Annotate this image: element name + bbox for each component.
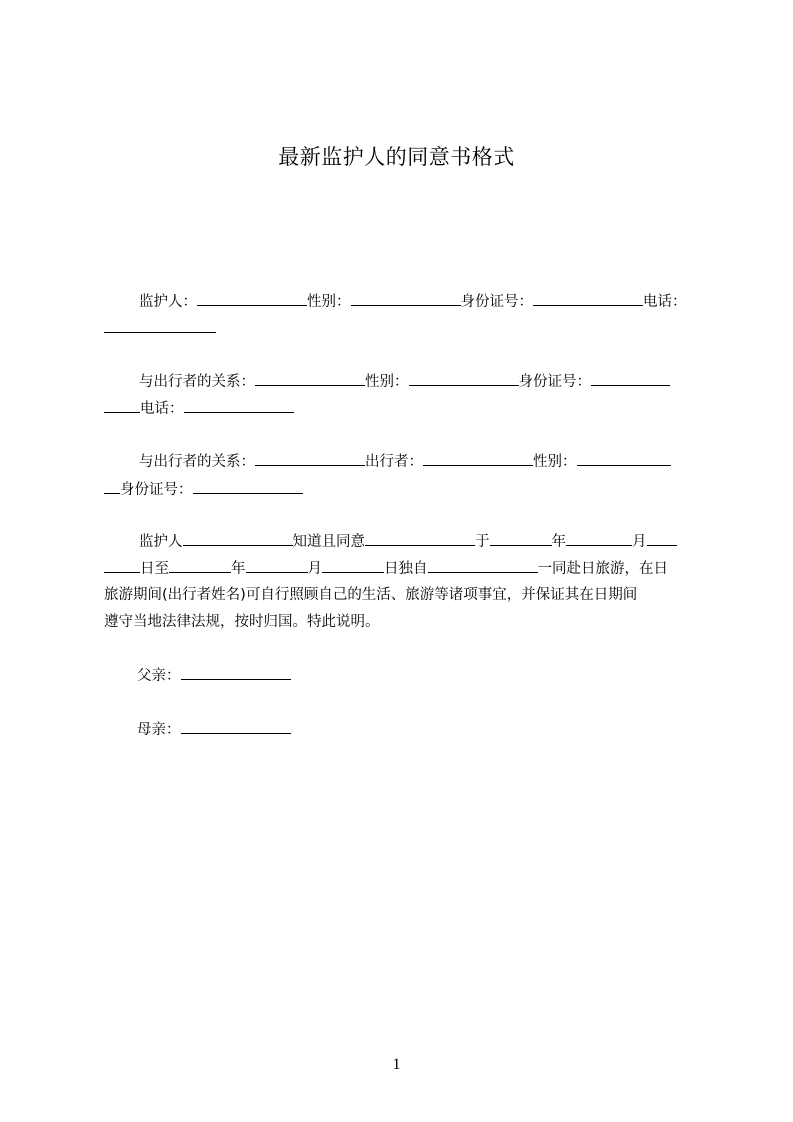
together-text: 一同赴日旅游，在日 [537, 561, 668, 577]
traveler-name-blank [365, 532, 475, 546]
companion-blank [428, 559, 538, 573]
father-signature-line [137, 666, 291, 685]
consent-line-1 [139, 532, 677, 551]
start-year-blank [490, 532, 552, 546]
end-year-blank [169, 559, 231, 573]
gender-label: 性别： [533, 454, 577, 470]
consent-agree-text: 知道且同意 [292, 534, 365, 550]
end-day-blank [322, 559, 384, 573]
traveler-label: 出行者： [365, 454, 423, 470]
relation-info-line-1-cont [104, 399, 294, 418]
relation-info-line-2 [139, 452, 671, 471]
id-number-blank [193, 480, 303, 494]
traveler-blank [423, 452, 533, 466]
relation-info-line-1 [139, 372, 670, 391]
start-day-blank-cont [104, 559, 140, 573]
phone-blank [104, 319, 216, 333]
mother-label: 母亲： [137, 722, 181, 738]
phone-blank [184, 399, 294, 413]
relation-blank [255, 372, 365, 386]
guardian-label: 监护人： [139, 294, 197, 310]
id-number-blank [591, 372, 670, 386]
father-label: 父亲： [137, 668, 181, 684]
gender-label: 性别： [365, 374, 409, 390]
id-number-blank-cont [104, 399, 140, 413]
alone-from-text: 日独自 [384, 561, 428, 577]
phone-label: 电话： [643, 294, 687, 310]
guardian-name-blank [197, 292, 307, 306]
id-number-label: 身份证号： [460, 294, 533, 310]
mother-signature-line [137, 720, 291, 739]
relation-label: 与出行者的关系： [139, 374, 255, 390]
year-text: 年 [551, 534, 566, 550]
id-number-label: 身份证号： [120, 482, 193, 498]
mother-signature-blank [181, 720, 291, 734]
guardian-info-line [139, 292, 687, 311]
consent-guardian-text: 监护人 [139, 534, 183, 550]
month-text: 月 [307, 561, 322, 577]
consent-line-2 [104, 559, 668, 578]
phone-label: 电话： [140, 401, 184, 417]
guardian-name-blank [183, 532, 293, 546]
page-number: 1 [392, 1056, 401, 1073]
start-month-blank [566, 532, 632, 546]
father-signature-blank [181, 666, 291, 680]
document-title: 最新监护人的同意书格式 [278, 145, 515, 169]
id-number-blank [533, 292, 643, 306]
gender-blank [351, 292, 461, 306]
gender-blank-cont [104, 480, 120, 494]
month-text: 月 [632, 534, 647, 550]
consent-line-4: 遵守当地法律法规，按时归国。特此说明。 [104, 614, 380, 630]
gender-blank [409, 372, 519, 386]
id-number-label: 身份证号： [518, 374, 591, 390]
start-day-blank [647, 532, 677, 546]
year-text: 年 [231, 561, 246, 577]
relation-blank [255, 452, 365, 466]
day-to-text: 日至 [140, 561, 169, 577]
guardian-phone-line [104, 319, 216, 338]
relation-label: 与出行者的关系： [139, 454, 255, 470]
consent-line-3: 旅游期间(出行者姓名)可自行照顾自己的生活、旅游等诸项事宜，并保证其在日期间 [104, 587, 638, 603]
gender-blank [577, 452, 671, 466]
gender-label: 性别： [307, 294, 351, 310]
consent-on-text: 于 [475, 534, 490, 550]
end-month-blank [246, 559, 308, 573]
relation-info-line-2-cont [104, 480, 303, 499]
